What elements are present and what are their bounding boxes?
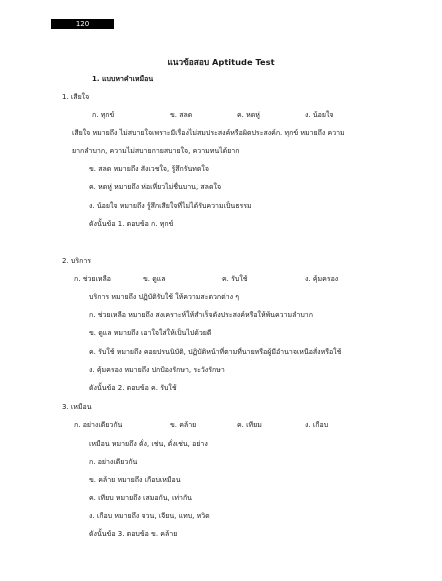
q3-explanation: เหมือน หมายถึง ดั่ง, เช่น, ดั่งเช่น, อย่าง xyxy=(89,440,208,448)
q3-definition-a: ก. อย่างเดียวกัน xyxy=(89,458,138,466)
q3-definition-d: ง. เกือบ หมายถึง จวน, เจียน, แทบ, หวิด xyxy=(89,512,210,520)
page-title: แนวข้อสอบ Aptitude Test xyxy=(167,57,275,67)
section-heading: 1. แบบหาคำเหมือน xyxy=(92,75,154,83)
q3-definition-b: ข. คล้าย หมายถึง เกือบเหมือน xyxy=(89,476,181,484)
question-3-label: 3. เหมือน xyxy=(62,403,92,411)
q1-definition-d: ง. น้อยใจ หมายถึง รู้สึกเสียใจที่ไม่ได้รับความเป็นธรรม xyxy=(89,202,252,210)
q2-option-a: ก. ช่วยเหลือ xyxy=(74,275,111,283)
q2-explanation: บริการ หมายถึง ปฏิบัติรับใช้ ให้ความสะดวกต่าง ๆ xyxy=(89,293,240,301)
q3-definition-c: ค. เทียบ หมายถึง เสมอกัน, เท่ากัน xyxy=(89,494,192,502)
q3-option-b: ข. คล้าย xyxy=(170,421,197,429)
q1-definition-c: ค. หดหู่ หมายถึง ห่อเหี่ยวไม่ชื่นบาน, สลดใจ xyxy=(89,183,222,191)
q2-definition-a: ก. ช่วยเหลือ หมายถึง สงเคราะห์ให้สำเร็จดังประสงค์หรือให้พ้นความลำบาก xyxy=(89,311,313,319)
q2-answer: ดังนั้นข้อ 2. ตอบข้อ ค. รับใช้ xyxy=(89,384,177,392)
q3-option-a: ก. อย่างเดียวกัน xyxy=(74,421,123,429)
q1-explanation-line-2: ยากลำบาก, ความไม่สบายกายสบายใจ, ความทนได้ยาก xyxy=(72,147,240,155)
q1-explanation-line-1: เสียใจ หมายถึง ไม่สบายใจเพราะมีเรื่องไม่สมประสงค์หรือผิดประสงค์ก. ทุกข์ หมายถึง ความ xyxy=(72,129,345,137)
q1-option-d: ง. น้อยใจ xyxy=(305,111,334,119)
q2-option-d: ง. คุ้มครอง xyxy=(305,275,339,283)
q1-answer: ดังนั้นข้อ 1. ตอบข้อ ก. ทุกข์ xyxy=(89,220,174,228)
q2-option-b: ข. ดูแล xyxy=(143,275,166,283)
q2-definition-d: ง. คุ้มครอง หมายถึง ปกป้องรักษา, ระวังรักษา xyxy=(89,366,225,374)
question-1-label: 1. เสียใจ xyxy=(62,93,90,101)
q1-option-c: ค. หดหู่ xyxy=(237,111,260,119)
q3-answer: ดังนั้นข้อ 3. ตอบข้อ ข. คล้าย xyxy=(89,530,178,538)
q1-option-b: ข. สลด xyxy=(170,111,193,119)
q1-option-a: ก. ทุกข์ xyxy=(92,111,115,119)
page-number-badge: 120 xyxy=(51,19,114,29)
q3-option-c: ค. เทียม xyxy=(237,421,262,429)
question-2-label: 2. บริการ xyxy=(62,257,92,265)
q2-definition-b: ข. ดูแล หมายถึง เอาใจใส่ให้เป็นไปด้วยดี xyxy=(89,329,212,337)
q2-definition-c: ค. รับใช้ หมายถึง คอยปรนนิบัติ, ปฏิบัติหน้าที่ตามที่นายหรือผู้มีอำนาจเหนือสั่งหรือใช้ xyxy=(89,348,342,356)
q1-definition-b: ข. สลด หมายถึง สังเวชใจ, รู้สึกรันทดใจ xyxy=(89,165,209,173)
q2-option-c: ค. รับใช้ xyxy=(222,275,248,283)
q3-option-d: ง. เกือบ xyxy=(305,421,329,429)
